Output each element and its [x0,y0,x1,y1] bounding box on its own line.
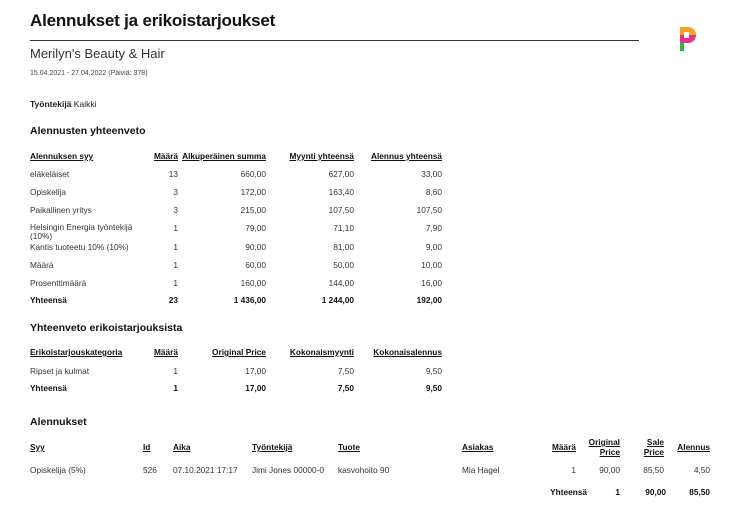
special-row-0-cell-4: 9,50 [425,366,442,376]
summary-row-5-cell-2: 60,00 [245,260,266,270]
special-header-2: Original Price [212,347,266,357]
summary-row-1-cell-2: 172,00 [240,187,266,197]
row-product: kasvohoito 90 [338,465,390,475]
page-title: Alennukset ja erikoistarjoukset [30,11,276,30]
row-id: 526 [143,465,157,475]
discounts-title: Alennukset [30,416,87,428]
summary-row-6-cell-2: 160,00 [240,278,266,288]
summary-row-2-cell-1: 3 [173,205,178,215]
special-total-2: 17,00 [245,383,266,393]
summary-row-0-cell-1: 13 [168,169,178,179]
summary-total-3: 1 244,00 [321,295,354,305]
summary-row-0-cell-4: 33,00 [421,169,442,179]
summary-row-4-cell-3: 81,00 [333,242,354,252]
employee-filter [30,99,96,109]
special-header-0: Erikoistarjouskategoria [30,347,123,357]
col-sale-1: Sale [646,437,664,447]
row-sale: 85,50 [643,465,664,475]
special-header-4: Kokonaisalennus [373,347,442,357]
summary-row-5-cell-0: Määrä [30,260,54,270]
summary-row-2-cell-2: 215,00 [240,205,266,215]
summary-row-5-cell-4: 10,00 [421,260,442,270]
row-discount: 4,50 [693,465,710,475]
summary-row-2-cell-0: Paikallinen yritys [30,205,92,215]
col-product: Tuote [338,442,360,452]
col-customer: Asiakas [462,442,494,452]
special-title: Yhteenveto erikoistarjouksista [30,322,183,334]
special-total-0: Yhteensä [30,383,67,393]
summary-row-4-cell-0: Kantis tuoteetu 10% (10%) [30,242,129,252]
row-orig: 90,00 [599,465,620,475]
col-discount: Alennus [677,442,710,452]
col-orig-1: Original [588,437,620,447]
summary-row-6-cell-3: 144,00 [328,278,354,288]
summary-total-2: 1 436,00 [233,295,266,305]
summary-row-6-cell-1: 1 [173,278,178,288]
special-total-3: 7,50 [337,383,354,393]
discounts-total-qty: 1 [615,487,620,497]
summary-row-2-cell-3: 107,50 [328,205,354,215]
title-divider [30,40,639,41]
summary-row-0-cell-2: 660,00 [240,169,266,179]
col-sale-2: Price [643,447,664,457]
summary-header-0: Alennuksen syy [30,151,94,161]
summary-row-1-cell-3: 163,40 [328,187,354,197]
summary-header-2: Alkuperäinen summa [182,151,266,161]
summary-row-0-cell-3: 627,00 [328,169,354,179]
summary-row-1-cell-1: 3 [173,187,178,197]
summary-total-0: Yhteensä [30,295,67,305]
col-qty: Määrä [552,442,576,452]
summary-row-5-cell-3: 50,00 [333,260,354,270]
summary-row-1-cell-0: Opiskelija [30,187,66,197]
summary-row-4-cell-1: 1 [173,242,178,252]
col-aika: Aika [173,442,191,452]
summary-row-3-cell-0: Helsingin Energia työntekijä (10%) [30,222,133,241]
summary-header-4: Alennus yhteensä [370,151,442,161]
special-total-4: 9,50 [425,383,442,393]
summary-header-1: Määrä [154,151,178,161]
row-syy: Opiskelija (5%) [30,465,86,475]
employee-value: Kaikki [73,99,97,109]
summary-total-4: 192,00 [416,295,442,305]
special-row-0-cell-0: Ripset ja kulmat [30,366,90,376]
summary-title: Alennusten yhteenveto [30,125,146,137]
discounts-total-label: Yhteensä [550,487,587,497]
summary-row-3-cell-1: 1 [173,223,178,233]
summary-row-6-cell-0: Prosenttimäärä [30,278,87,288]
summary-row-5-cell-1: 1 [173,260,178,270]
discounts-total-sale: 85,50 [689,487,710,497]
col-orig-2: Price [599,447,620,457]
special-row-0-cell-2: 17,00 [245,366,266,376]
row-qty: 1 [571,465,576,475]
special-row-0-cell-3: 7,50 [337,366,354,376]
summary-row-1-cell-4: 8,60 [425,187,442,197]
summary-header-3: Myynti yhteensä [289,151,354,161]
col-employee: Työntekijä [252,442,293,452]
employee-label: Työntekijä [30,99,72,109]
col-syy: Syy [30,442,45,452]
salon-name: Merilyn's Beauty & Hair [30,46,165,61]
summary-row-2-cell-4: 107,50 [416,205,442,215]
special-header-3: Kokonaismyynti [289,347,354,357]
summary-row-3-cell-2: 79,00 [245,223,266,233]
summary-row-3-cell-4: 7,90 [425,223,442,233]
summary-row-4-cell-4: 9,00 [425,242,442,252]
summary-row-6-cell-4: 16,00 [421,278,442,288]
summary-row-3-cell-3: 71,10 [333,223,354,233]
special-row-0-cell-1: 1 [173,366,178,376]
special-header-1: Määrä [154,347,178,357]
row-aika: 07.10.2021 17:17 [173,465,238,475]
row-customer: Mia Hagel [462,465,500,475]
row-employee: Jimi Jones 00000-0 [252,465,324,475]
col-id: Id [143,442,151,452]
date-range: 15.04.2021 - 27.04.2022 (Päiviä: 378) [30,70,148,77]
summary-total-1: 23 [168,295,178,305]
discounts-total-orig: 90,00 [645,487,666,497]
summary-row-4-cell-2: 90,00 [245,242,266,252]
special-total-1: 1 [173,383,178,393]
brand-logo-icon [674,24,700,54]
summary-row-0-cell-0: eläkeläiset [30,169,70,179]
